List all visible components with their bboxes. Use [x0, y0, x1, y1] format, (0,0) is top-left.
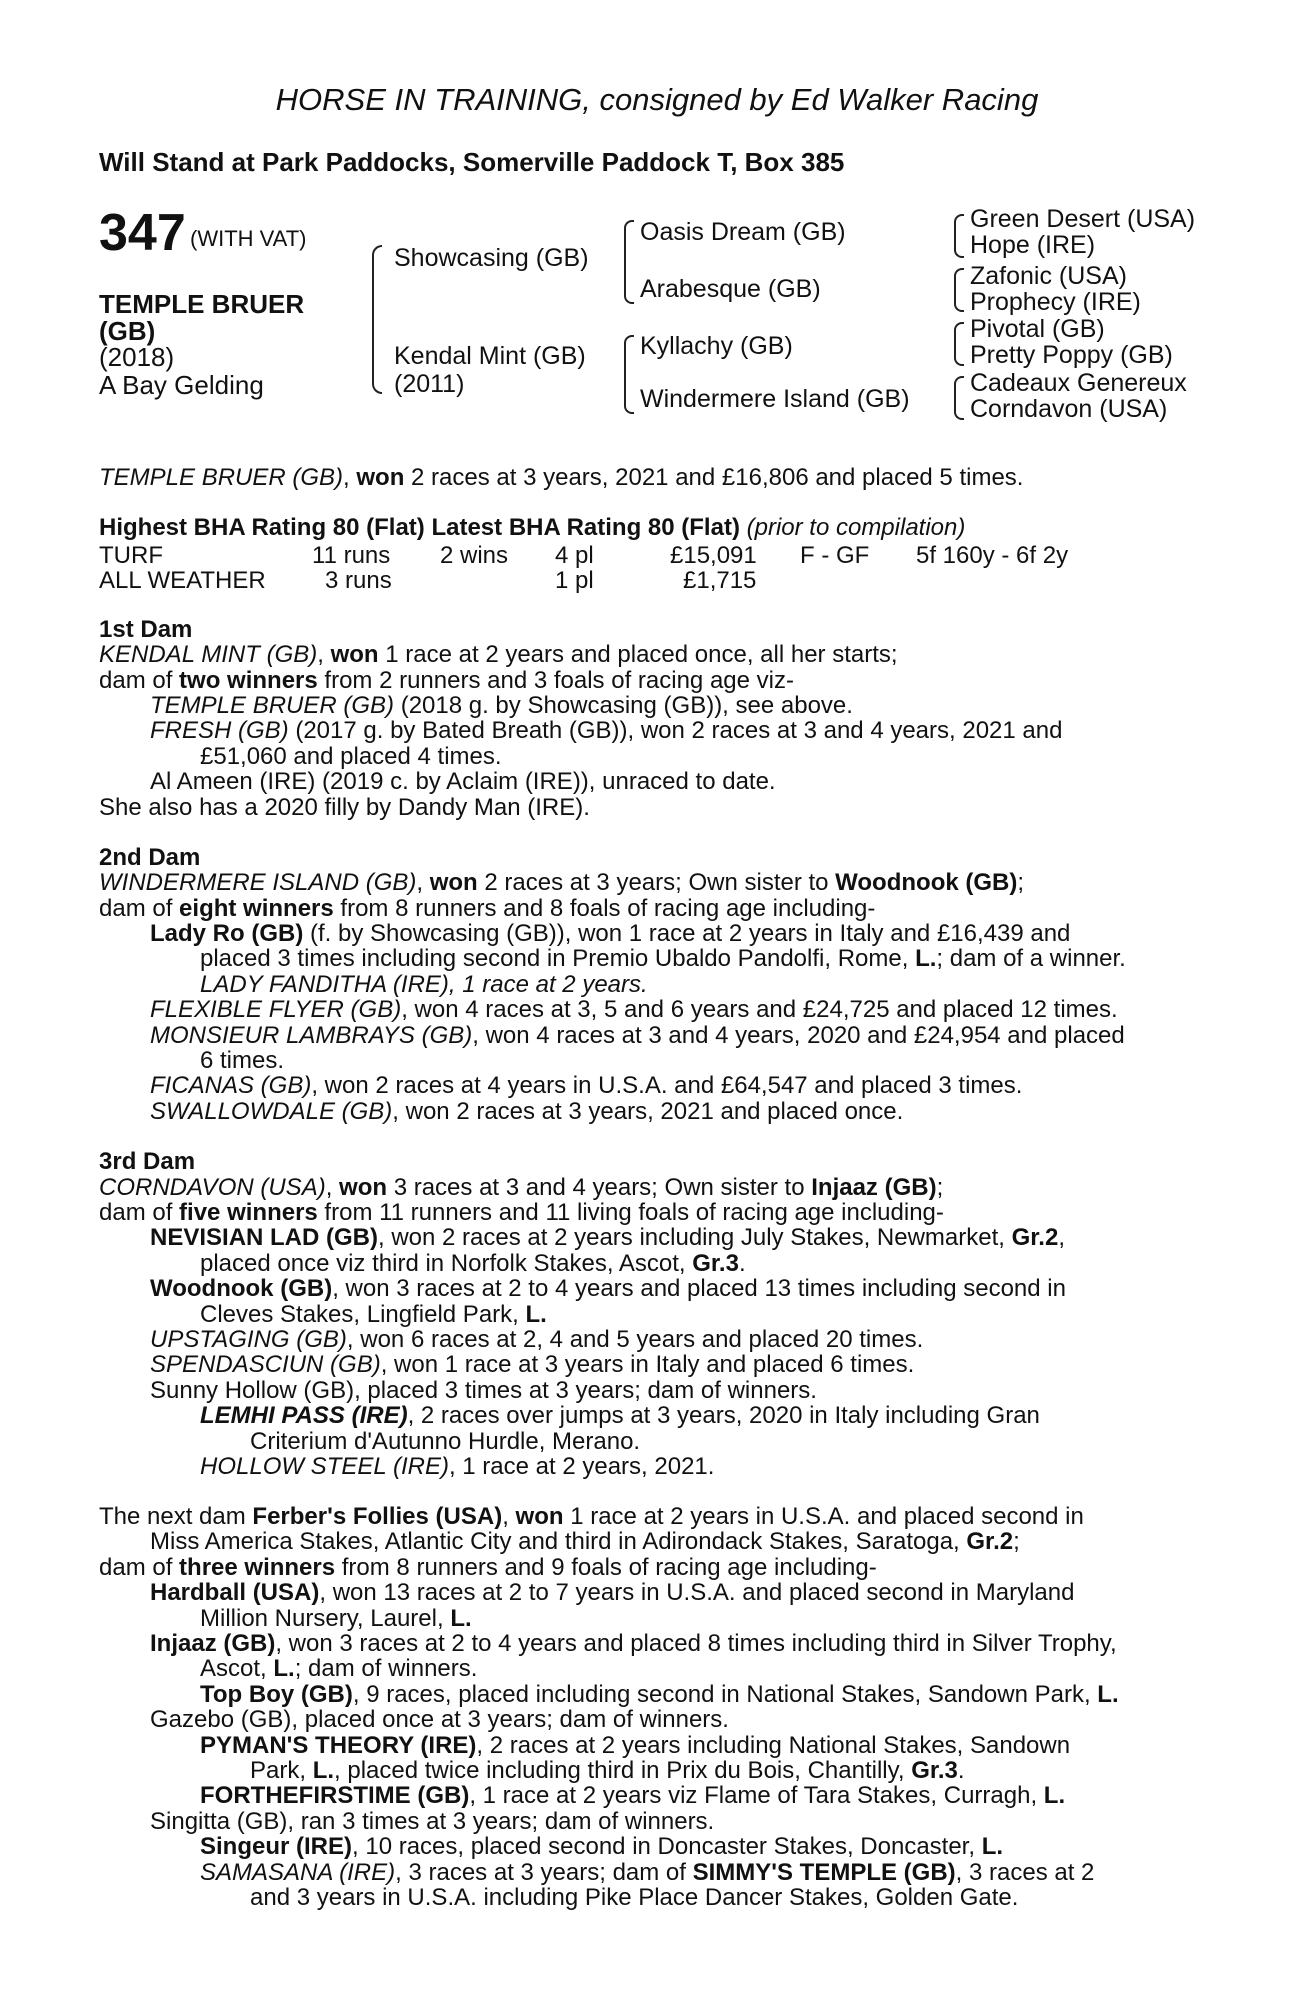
pedigree-dam-year: (2011) — [394, 370, 465, 398]
pedigree-gg-5: Pivotal (GB) — [970, 315, 1105, 343]
next-dam-line: dam of three winners from 8 runners and 9 foals of racing age including- — [99, 1554, 877, 1581]
turf-earnings: £15,091 — [670, 542, 757, 569]
section-3rd-dam: 3rd Dam — [99, 1148, 196, 1175]
pedigree-gg-8: Corndavon (USA) — [970, 395, 1168, 423]
turf-placed: 4 pl — [555, 542, 594, 569]
next-dam-line: Gazebo (GB), placed once at 3 years; dam of winners. — [150, 1706, 729, 1733]
pedigree-brace — [372, 245, 382, 394]
dam3-line: NEVISIAN LAD (GB), won 2 races at 2 years including July Stakes, Newmarket, Gr.2, — [150, 1224, 1065, 1251]
turf-going: F - GF — [800, 542, 870, 569]
lot-number: 347 — [99, 204, 186, 262]
section-2nd-dam: 2nd Dam — [99, 844, 201, 871]
horse-name: TEMPLE BRUER — [99, 289, 305, 319]
dam2-line: Lady Ro (GB) (f. by Showcasing (GB)), won 1 race at 2 years in Italy and £16,439 and — [150, 920, 1071, 947]
dam2-line: dam of eight winners from 8 runners and 8 foals of racing age including- — [99, 895, 876, 922]
dam-brace — [624, 335, 634, 414]
next-dam-line: Singitta (GB), ran 3 times at 3 years; dam of winners. — [150, 1808, 715, 1835]
next-dam-line: FORTHEFIRSTIME (GB), 1 race at 2 years viz Flame of Tara Stakes, Curragh, L. — [200, 1782, 1066, 1809]
pedigree-gg-4: Prophecy (IRE) — [970, 288, 1141, 316]
g-brace-2 — [954, 268, 964, 312]
aw-earnings: £1,715 — [683, 567, 757, 594]
dam1-line: Al Ameen (IRE) (2019 c. by Aclaim (IRE)), unraced to date. — [150, 768, 776, 795]
pedigree-dam: Kendal Mint (GB) — [394, 342, 586, 370]
dam1-line: FRESH (GB) (2017 g. by Bated Breath (GB)), won 2 races at 3 and 4 years, 2021 and — [150, 717, 1063, 744]
next-dam-line: PYMAN'S THEORY (IRE), 2 races at 2 years including National Stakes, Sandown — [200, 1732, 1071, 1759]
bha-rating: Highest BHA Rating 80 (Flat) Latest BHA Rating 80 (Flat) (prior to compilation) — [99, 514, 966, 541]
dam2-line: FLEXIBLE FLYER (GB), won 4 races at 3, 5 and 6 years and £24,725 and placed 12 times. — [150, 996, 1118, 1023]
next-dam-line: Million Nursery, Laurel, L. — [200, 1605, 472, 1632]
dam3-line: placed once viz third in Norfolk Stakes, Ascot, Gr.3. — [200, 1250, 746, 1277]
next-dam-line: and 3 years in U.S.A. including Pike Place Dancer Stakes, Golden Gate. — [250, 1884, 1019, 1911]
dam3-line: Cleves Stakes, Lingfield Park, L. — [200, 1301, 547, 1328]
turf-label: TURF — [99, 542, 163, 569]
aw-placed: 1 pl — [555, 567, 594, 594]
next-dam-line: Injaaz (GB), won 3 races at 2 to 4 years and placed 8 times including third in Silver Trophy, — [150, 1630, 1117, 1657]
pedigree-sire-dam: Arabesque (GB) — [640, 275, 821, 303]
dam3-line: CORNDAVON (USA), won 3 races at 3 and 4 years; Own sister to Injaaz (GB); — [99, 1174, 944, 1201]
race-summary: TEMPLE BRUER (GB), won 2 races at 3 years, 2021 and £16,806 and placed 5 times. — [99, 464, 1024, 491]
dam3-line: HOLLOW STEEL (IRE), 1 race at 2 years, 2021. — [200, 1453, 715, 1480]
next-dam-line: Hardball (USA), won 13 races at 2 to 7 years in U.S.A. and placed second in Maryland — [150, 1579, 1075, 1606]
sire-brace — [624, 220, 634, 304]
next-dam-line: Top Boy (GB), 9 races, placed including second in National Stakes, Sandown Park, L. — [200, 1681, 1119, 1708]
dam3-line: Woodnook (GB), won 3 races at 2 to 4 years and placed 13 times including second in — [150, 1275, 1066, 1302]
dam2-line: WINDERMERE ISLAND (GB), won 2 races at 3 years; Own sister to Woodnook (GB); — [99, 869, 1025, 896]
dam2-line: LADY FANDITHA (IRE), 1 race at 2 years. — [200, 971, 648, 998]
dam3-line: Criterium d'Autunno Hurdle, Merano. — [250, 1428, 641, 1455]
dam2-line: 6 times. — [200, 1047, 285, 1074]
g-brace-1 — [954, 214, 964, 258]
dam1-line: She also has a 2020 filly by Dandy Man (IRE). — [99, 794, 590, 821]
dam2-line: MONSIEUR LAMBRAYS (GB), won 4 races at 3 and 4 years, 2020 and £24,954 and placed — [150, 1022, 1125, 1049]
aw-runs: 3 runs — [325, 567, 392, 594]
pedigree-dam-dam: Windermere Island (GB) — [640, 385, 910, 413]
dam3-line: SPENDASCIUN (GB), won 1 race at 3 years in Italy and placed 6 times. — [150, 1351, 915, 1378]
dam3-line: UPSTAGING (GB), won 6 races at 2, 4 and 5 years and placed 20 times. — [150, 1326, 924, 1353]
dam2-line: placed 3 times including second in Premio Ubaldo Pandolfi, Rome, L.; dam of a winner. — [200, 945, 1126, 972]
dam2-line: SWALLOWDALE (GB), won 2 races at 3 years, 2021 and placed once. — [150, 1098, 904, 1125]
pedigree-gg-7: Cadeaux Genereux — [970, 369, 1187, 397]
pedigree-gg-3: Zafonic (USA) — [970, 262, 1127, 290]
next-dam-line: Miss America Stakes, Atlantic City and third in Adirondack Stakes, Saratoga, Gr.2; — [150, 1528, 1020, 1555]
next-dam-line: Singeur (IRE), 10 races, placed second in Doncaster Stakes, Doncaster, L. — [200, 1833, 1004, 1860]
pedigree-sire-sire: Oasis Dream (GB) — [640, 218, 846, 246]
next-dam-line: Park, L., placed twice including third in Prix du Bois, Chantilly, Gr.3. — [250, 1757, 965, 1784]
g-brace-3 — [954, 322, 964, 366]
dam3-line: Sunny Hollow (GB), placed 3 times at 3 years; dam of winners. — [150, 1377, 817, 1404]
section-1st-dam: 1st Dam — [99, 616, 193, 643]
aw-label: ALL WEATHER — [99, 567, 266, 594]
horse-origin: (GB) — [99, 316, 156, 346]
dam3-line: LEMHI PASS (IRE), 2 races over jumps at 3 years, 2020 in Italy including Gran — [200, 1402, 1040, 1429]
dam1-line: TEMPLE BRUER (GB) (2018 g. by Showcasing (GB)), see above. — [150, 692, 853, 719]
dam1-line: dam of two winners from 2 runners and 3 foals of racing age viz- — [99, 667, 794, 694]
dam1-line: KENDAL MINT (GB), won 1 race at 2 years and placed once, all her starts; — [99, 641, 898, 668]
pedigree-gg-2: Hope (IRE) — [970, 231, 1096, 259]
dam3-line: dam of five winners from 11 runners and 11 living foals of racing age including- — [99, 1199, 944, 1226]
stand-location: Will Stand at Park Paddocks, Somerville Paddock T, Box 385 — [99, 147, 845, 177]
pedigree-gg-6: Pretty Poppy (GB) — [970, 341, 1173, 369]
dam1-line: £51,060 and placed 4 times. — [200, 743, 502, 770]
turf-wins: 2 wins — [440, 542, 509, 569]
catalogue-title: HORSE IN TRAINING, consigned by Ed Walker Racing — [275, 82, 1039, 117]
vat-note: (WITH VAT) — [190, 226, 307, 251]
pedigree-sire: Showcasing (GB) — [394, 244, 589, 272]
next-dam-line: The next dam Ferber's Follies (USA), won 1 race at 2 years in U.S.A. and placed second in — [99, 1503, 1084, 1530]
horse-year: (2018) — [99, 342, 175, 372]
next-dam-line: Ascot, L.; dam of winners. — [200, 1655, 478, 1682]
turf-distance: 5f 160y - 6f 2y — [916, 542, 1069, 569]
pedigree-gg-1: Green Desert (USA) — [970, 205, 1196, 233]
dam2-line: FICANAS (GB), won 2 races at 4 years in U.S.A. and £64,547 and placed 3 times. — [150, 1072, 1023, 1099]
next-dam-line: SAMASANA (IRE), 3 races at 3 years; dam of SIMMY'S TEMPLE (GB), 3 races at 2 — [200, 1859, 1095, 1886]
turf-runs: 11 runs — [312, 542, 391, 569]
g-brace-4 — [954, 376, 964, 420]
pedigree-dam-sire: Kyllachy (GB) — [640, 332, 793, 360]
horse-description: A Bay Gelding — [99, 370, 264, 400]
